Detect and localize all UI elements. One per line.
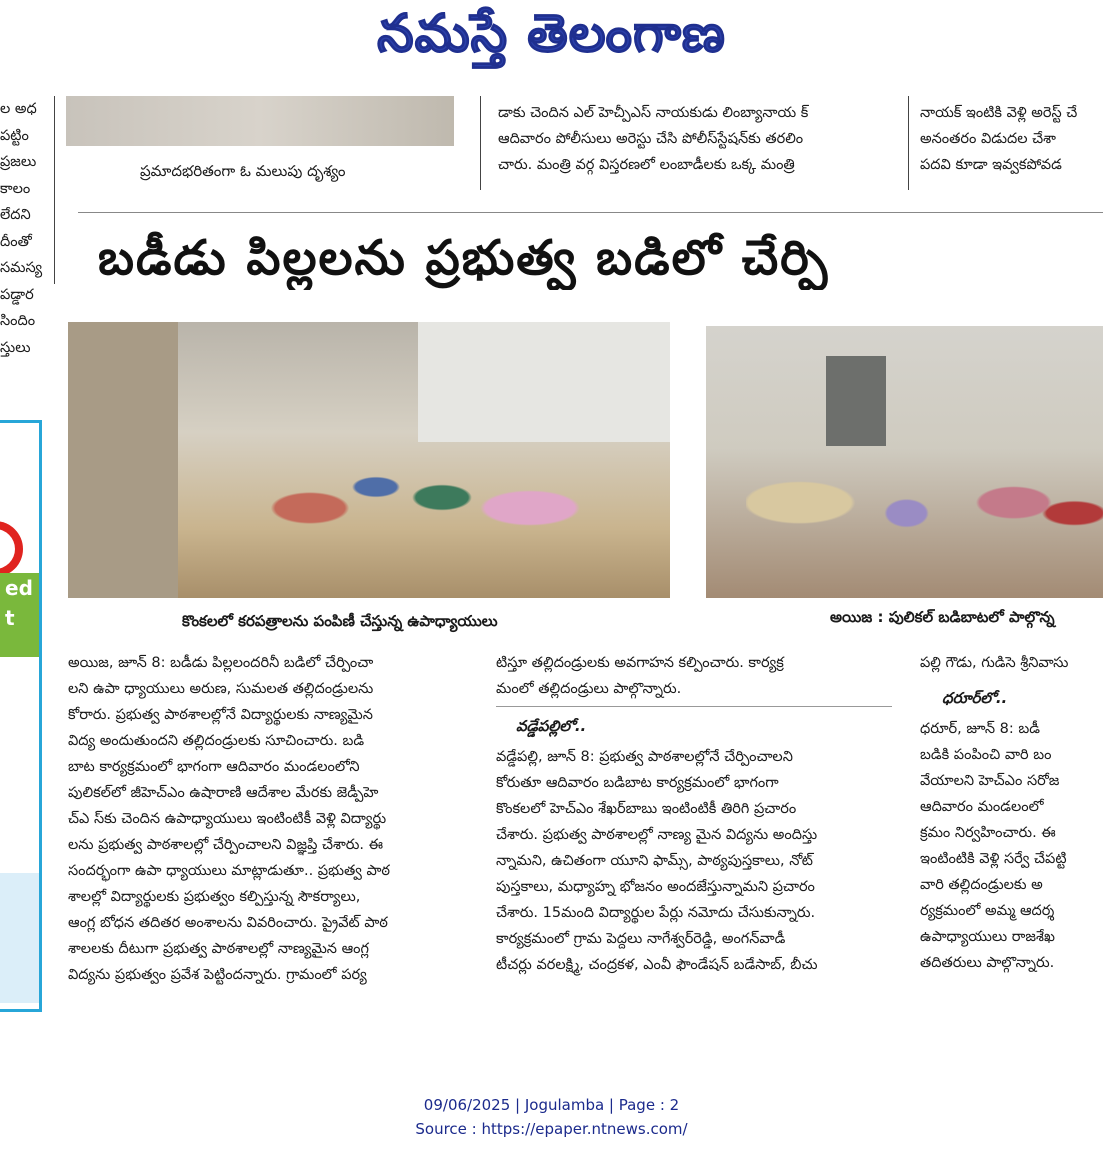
road-curve-photo [66, 96, 454, 146]
article-line: చ్ఎ స్‌కు చెందిన ఉపాధ్యాయులు ఇంటింటికీ వెళ్లి విద్యార్థు [68, 811, 387, 827]
article-line: వారి తల్లిదండ్రులకు అ [920, 877, 1043, 893]
top-right-article [920, 100, 1103, 178]
footer-date-edition: 09/06/2025 | Jogulamba | Page : 2 [423, 1096, 680, 1114]
ad-text-line: ed [5, 576, 33, 600]
footer-source: Source : https://epaper.ntnews.com/ [415, 1120, 688, 1138]
photo2-caption: అయిజ : పులికల్ బడిబాటలో పాల్గొన్న [830, 608, 1055, 626]
article-line: ఇంటింటికి వెళ్లి సర్వే చేపట్టి [920, 851, 1067, 867]
article-line: అనంతరం విడుదల చేశా [920, 131, 1056, 147]
photo-wall [68, 322, 178, 598]
article-line: మంలో తల్లిదండ్రులు పాల్గొన్నారు. [496, 681, 682, 697]
section-subhead-dharur: ధరూర్‌లో.. [942, 689, 1008, 707]
article-line: ర్యక్రమంలో అమ్మ ఆదర్శ [920, 903, 1055, 919]
article-line: చేశారు. 15మంది విద్యార్థుల పేర్లు నమోదు చేసుకున్నారు. [496, 905, 816, 921]
article-line: శాలల్లో విద్యార్థులకు ప్రభుత్వం కల్పిస్తున్న సౌకర్యాలు, [68, 889, 361, 905]
article-headline: బడీడు పిల్లలను ప్రభుత్వ బడిలో చేర్పి [98, 230, 830, 286]
article-line: వేయాలని హెచ్ఎం సరోజ [920, 773, 1060, 789]
article-line: పుస్తకాలు, మధ్యాహ్న భోజనం అందజేస్తున్నామని ప్రచారం [496, 879, 815, 895]
article-line: వడ్డేపల్లి, జూన్ 8: ప్రభుత్వ పాఠశాలల్లోనే చేర్పించాలని [496, 749, 793, 765]
article-line: లను ప్రభుత్వ పాఠశాలల్లో చేర్పించాలని విజ్ఞప్తి చేశారు. ఈ [68, 837, 384, 853]
left-edge-line: లేదని [0, 207, 31, 223]
article-line: క్రమం నిర్వహించారు. ఈ [920, 825, 1056, 841]
article-line: చేశారు. ప్రభుత్వ పాఠశాలల్లో నాణ్య మైన విద్యను అందిస్తు [496, 827, 818, 843]
article-line: కొంకలలో హెచ్ఎం శేఖర్‌బాబు ఇంటింటికీ తిరిగి ప్రచారం [496, 801, 797, 817]
article-line: బాట కార్యక్రమంలో భాగంగా ఆదివారం మండలంలోని [68, 759, 360, 775]
article-line: ఆంగ్ల బోధన తదితర అంశాలను వివరించారు. ప్రైవేట్ పాఠ [68, 915, 388, 931]
article-line: శాలలకు దీటుగా ప్రభుత్వ పాఠశాలల్లో నాణ్యమైన ఆంగ్ల [68, 941, 369, 957]
advertisement-box [0, 420, 42, 1012]
top-center-article [498, 100, 898, 178]
article-line: కార్యక్రమంలో గ్రామ పెద్దలు నాగేశ్వర్‌రెడ్డి, అంగన్‌వాడీ [496, 931, 786, 947]
article-line: కోరారు. ప్రభుత్వ పాఠశాలల్లోనే విద్యార్థులకు నాణ్యమైన [68, 707, 373, 723]
left-edge-line: సమస్య [0, 260, 43, 276]
article-line: ఆదివారం పోలీసులు అరెస్టు చేసి పోలీస్‌స్టేషన్‌కు తరలిం [498, 131, 804, 147]
article-line: తదితరులు పాల్గొన్నారు. [920, 955, 1055, 971]
photo1-caption: కొంకలలో కరపత్రాలను పంపిణీ చేస్తున్న ఉపాధ్యాయులు [182, 612, 498, 630]
top-divider-1 [480, 96, 481, 190]
article-column-2 [496, 650, 892, 978]
article-line: ధరూర్, జూన్ 8: బడీ [920, 721, 1040, 737]
article-line: లని ఉపా ధ్యాయులు అరుణ, సుమలత తల్లిదండ్రులను [68, 681, 374, 697]
ad-text-line: t [5, 606, 15, 630]
article-line: ఉపాధ్యాయులు రాజశేఖ [920, 929, 1055, 945]
article-line: బడికి పంపించి వారి బం [920, 747, 1052, 763]
article-line: నాయక్ ఇంటికి వెళ్లి అరెస్ట్ చే [920, 105, 1078, 121]
article-column-1 [68, 650, 466, 988]
headline-rule [78, 212, 1103, 213]
ad-green-panel [0, 573, 39, 657]
ad-red-arc [0, 521, 23, 577]
article-line: సందర్భంగా ఉపా ధ్యాయులు మాట్లాడుతూ.. ప్రభుత్వ పాఠ [68, 863, 391, 879]
article-line: డాకు చెందిన ఎల్ హెచ్పీఎస్ నాయకుడు లింబ్యానాయ క్ [498, 105, 809, 121]
top-photo-caption: ప్రమాదభరితంగా ఓ మలుపు దృశ్యం [140, 162, 346, 180]
left-edge-line: కాలం [0, 180, 31, 197]
subhead-rule [496, 706, 892, 707]
top-divider-2 [908, 96, 909, 190]
article-line: ఆదివారం మండలంలో [920, 799, 1044, 815]
article-column-3 [920, 650, 1103, 976]
article-line: విద్య అందుతుందని తల్లిదండ్రులకు సూచించారు. బడి [68, 733, 365, 749]
left-edge-line: దీంతో [0, 233, 32, 250]
left-edge-line: పట్టిం [0, 127, 29, 144]
article-line: న్నామని, ఉచితంగా యూని ఫామ్స్, పాఠ్యపుస్తకాలు, నోట్ [496, 853, 813, 869]
article-line: టీచర్లు వరలక్ష్మి, చంద్రకళ, ఎంవీ ఫౌండేషన్ బడేసాబ్, బీచు [496, 957, 818, 973]
section-subhead-vaddepalli: వడ్డేపల్లిలో.. [516, 717, 587, 735]
article-line: అయిజ, జూన్ 8: బడీడు పిల్లలందరినీ బడిలో చేర్పించా [68, 655, 374, 671]
left-edge-line: సిందిం [0, 313, 36, 329]
photo-teachers-distributing-pamphlets [68, 322, 670, 598]
ad-blue-panel [0, 873, 39, 1003]
newspaper-masthead: నమస్తే తెలంగాణ [377, 4, 726, 64]
article-line: పదవి కూడా ఇవ్వకపోవడ [920, 157, 1062, 173]
article-line: పల్లి గౌడు, గుడిసె శ్రీనివాసు [920, 655, 1069, 671]
article-line: టిస్తూ తల్లిదండ్రులకు అవగాహన కల్పించారు. కార్యక్ర [496, 655, 784, 671]
left-column-divider [54, 96, 55, 284]
article-line: కోరుతూ ఆదివారం బడిబాట కార్యక్రమంలో భాగంగా [496, 775, 779, 791]
left-edge-line: పడ్డార [0, 286, 34, 303]
photo-people [178, 382, 618, 592]
left-edge-line: ప్రజలు [0, 154, 37, 170]
photo-pulikal-badibata [706, 326, 1103, 598]
left-edge-line: ల అధ [0, 101, 37, 117]
article-line: చారు. మంత్రి వర్గ విస్తరణలో లంబాడీలకు ఒక్క మంత్రి [498, 157, 795, 173]
article-line: విద్యను ప్రభుత్వం ప్రవేశ పెట్టిందన్నారు. గ్రామంలో పర్య [68, 967, 367, 983]
left-edge-column [0, 96, 44, 361]
article-line: పులికల్‌లో జీహెచ్ఎం ఉషారాణి ఆదేశాల మేరకు జెడ్పీహె [68, 785, 379, 801]
photo-group [746, 386, 1103, 598]
left-edge-line: స్తులు [0, 339, 31, 356]
